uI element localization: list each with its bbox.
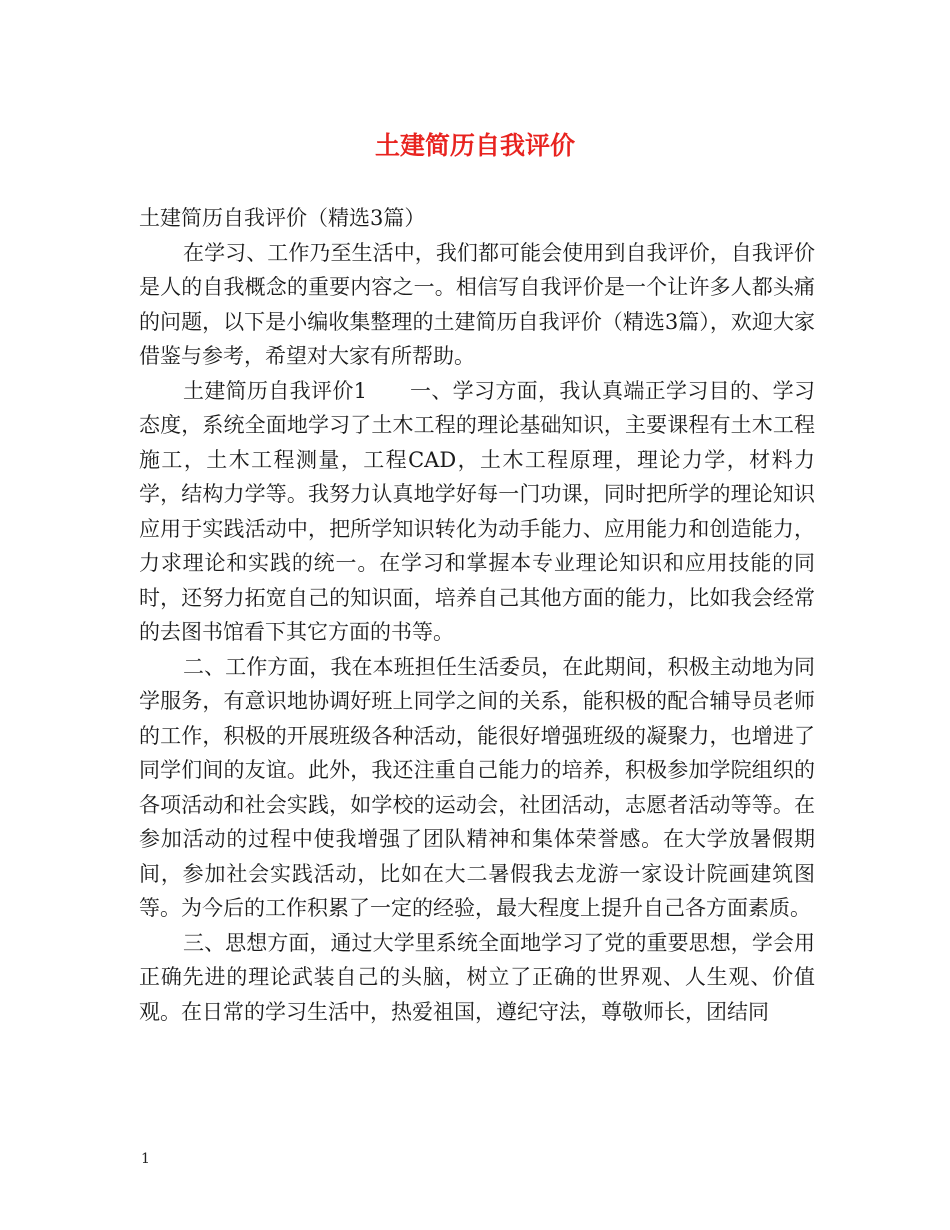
document-subtitle: 土建简历自我评价（精选3篇） xyxy=(139,206,426,230)
page-title: 土建简历自我评价 xyxy=(374,131,575,160)
document-body xyxy=(139,201,815,1029)
paragraph-intro: 在学习、工作乃至生活中，我们都可能会使用到自我评价，自我评价是人的自我概念的重要内容之一。相信写自我评价是一个让许多人都头痛的问题，以下是小编收集整理的土建简历自我评价（精选3篇），欢迎大家借鉴与参考，希望对大家有所帮助。 xyxy=(139,240,815,368)
paragraph-thought: 三、思想方面，通过大学里系统全面地学习了党的重要思想，学会用正确先进的理论武装自己的头脑，树立了正确的世界观、人生观、价值观。在日常的学习生活中，热爱祖国，遵纪守法，尊敬师长，团结同 xyxy=(139,930,815,1024)
page-number: 1 xyxy=(141,1151,150,1167)
paragraph-study: 土建简历自我评价1 一、学习方面，我认真端正学习目的、学习态度，系统全面地学习了土木工程的理论基础知识，主要课程有土木工程施工，土木工程测量，工程CAD，土木工程原理，理论力学，材料力学，结构力学等。我努力认真地学好每一门功课，同时把所学的理论知识应用于实践活动中，把所学知识转化为动手能力、应用能力和创造能力，力求理论和实践的统一。在学习和掌握本专业理论知识和应用技能的同时，还努力拓宽自己的知识面，培养自己其他方面的能力，比如我会经常的去图书馆看下其它方面的书等。 xyxy=(139,378,815,644)
paragraph-work: 二、工作方面，我在本班担任生活委员，在此期间，积极主动地为同学服务，有意识地协调好班上同学之间的关系，能积极的配合辅导员老师的工作，积极的开展班级各种活动，能很好增强班级的凝聚力，也增进了同学们间的友谊。此外，我还注重自己能力的培养，积极参加学院组织的各项活动和社会实践，如学校的运动会，社团活动，志愿者活动等等。在参加活动的过程中使我增强了团队精神和集体荣誉感。在大学放暑假期间，参加社会实践活动，比如在大二暑假我去龙游一家设计院画建筑图等。为今后的工作积累了一定的经验，最大程度上提升自己各方面素质。 xyxy=(139,654,815,920)
